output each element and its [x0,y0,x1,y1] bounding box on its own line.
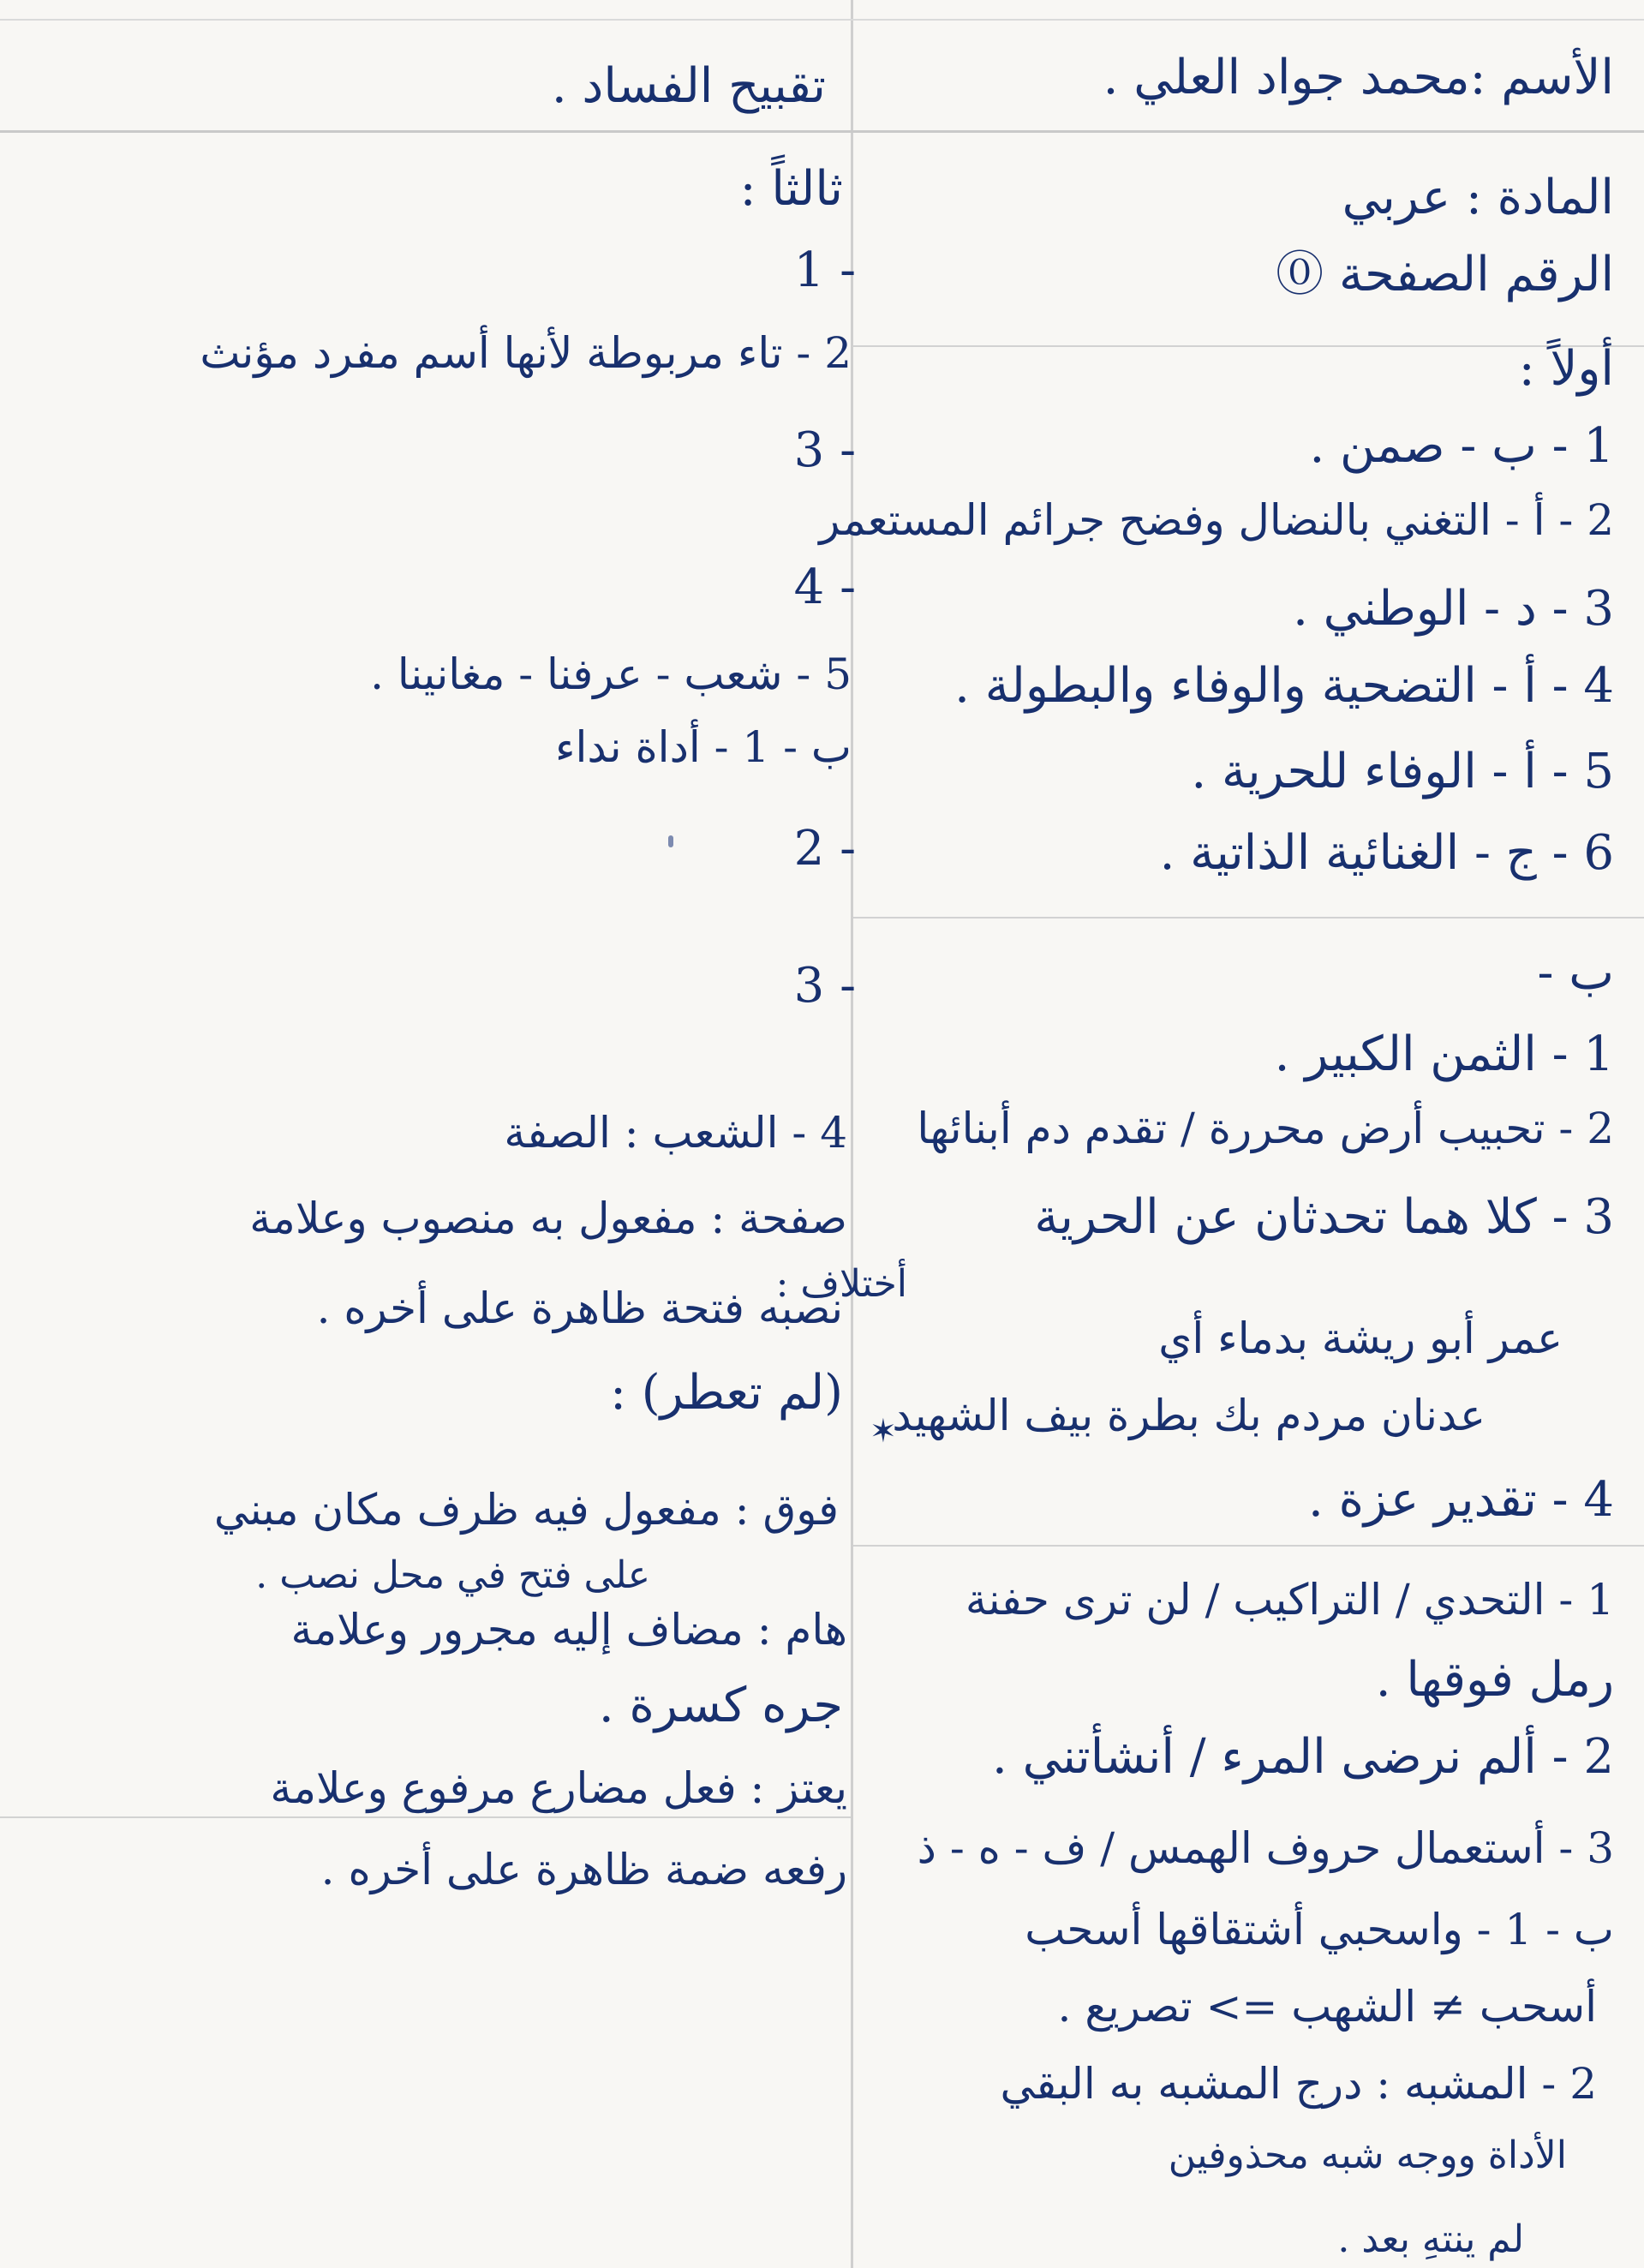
answer-3-4: - 4 [793,560,856,615]
answer-3b-3: - 3 [793,958,856,1014]
answer-2-2: 2 - ألم نرضى المرء / أنشأتني . [992,1729,1614,1785]
parse-line-2: نصبه فتحة ظاهرة على أخره . [316,1284,843,1333]
right-rule-3 [853,1545,1644,1547]
section-1-heading: أولاً : [1518,341,1614,397]
parse-line-8: رفعه ضمة ظاهرة على أخره . [320,1845,847,1894]
top-rule [0,19,1644,21]
answer-3-5: 5 - شعب - عرفنا - مغانينا . [370,649,852,699]
crossed-out-word: ✶ [870,1412,897,1450]
answer-2b-2: 2 - المشبه : درج المشبه به البقي [1000,2059,1597,2109]
left-top-line: تقبيح الفساد . [551,58,826,114]
answer-2b-1-cont: أسحب ≠ الشهب => تصريع . [1057,1982,1597,2032]
difference-line-1: عمر أبو ريشة بدماء أي [1158,1314,1563,1363]
answer-1-4: 4 - أ - التضحية والوفاء والبطولة . [954,658,1614,714]
answer-2-3: 3 - أستعمال حروف الهمس / ف - ه - ذ [917,1823,1614,1873]
header-rule [0,130,1644,133]
difference-heading: أختلاف : [775,1262,907,1306]
parse-line-4: على فتح في محل نصب . [255,1553,650,1597]
answer-2-1: 1 - التحدي / التراكيب / لن ترى حفنة [965,1575,1614,1625]
answer-3-2: 2 - تاء مربوطة لأنها أسم مفرد مؤنث [200,328,852,378]
answer-2b-2-cut: لم ينتهِ بعد . [1337,2217,1524,2261]
parse-line-7: يعتز : فعل مضارع مرفوع وعلامة [270,1763,847,1813]
parse-line-5: هام : مضاف إليه مجرور وعلامة [290,1605,847,1655]
answer-1-1: 1 - ب - صمن . [1309,418,1614,474]
parse-line-3: فوق : مفعول فيه ظرف مكان مبني [213,1485,839,1535]
parse-heading: (لم تعطر) : [610,1365,843,1421]
page-number-line: الرقم الصفحة ⓪ [1276,247,1614,302]
answer-3b-4: 4 - الشعب : الصفة [504,1108,847,1158]
answer-2-1-cont: رمل فوقها . [1375,1652,1614,1708]
difference-line-2: عدنان مردم بك بطرة بيف الشهيد [892,1391,1486,1440]
answer-3-3: - 3 [793,422,856,478]
answer-3-1: - 1 [793,242,856,298]
answer-1-6: 6 - ج - الغنائية الذاتية . [1159,825,1614,881]
pen-mark [668,835,673,847]
part-b-heading: ب - [1537,945,1614,1001]
answer-1-3: 3 - د - الوطني . [1293,581,1614,637]
left-rule-1 [0,1816,851,1818]
answer-b-3: 3 - كلا هما تحدثان عن الحرية [1034,1189,1614,1245]
answer-3b-2: - 2 [793,821,856,877]
answer-2b-1: ب - 1 - واسحبي أشتقاقها أسحب [1025,1905,1614,1954]
answer-1-2: 2 - أ - التغني بالنضال وفضح جرائم المستعمر [819,495,1614,545]
student-name-line: الأسم :محمد جواد العلي . [1103,50,1614,105]
parse-line-6: جره كسرة . [598,1678,843,1733]
answer-2b-2-cont: الأداة ووجه شبه محذوفين [1168,2133,1567,2177]
section-3-heading: ثالثاً : [739,161,843,217]
answer-b-1: 1 - الثمن الكبير . [1274,1026,1614,1082]
parse-line-1: صفحة : مفعول به منصوب وعلامة [249,1194,847,1243]
answer-3b-1: ب - 1 - أداة نداء [555,722,852,772]
subject-line: المادة : عربي [1342,170,1614,225]
right-rule-2 [853,917,1644,919]
answer-b-2: 2 - تحبيب أرض محررة / تقدم دم أبنائها [917,1104,1614,1153]
answer-b-4: 4 - تقدير عزة . [1307,1472,1614,1528]
answer-1-5: 5 - أ - الوفاء للحرية . [1191,744,1614,799]
